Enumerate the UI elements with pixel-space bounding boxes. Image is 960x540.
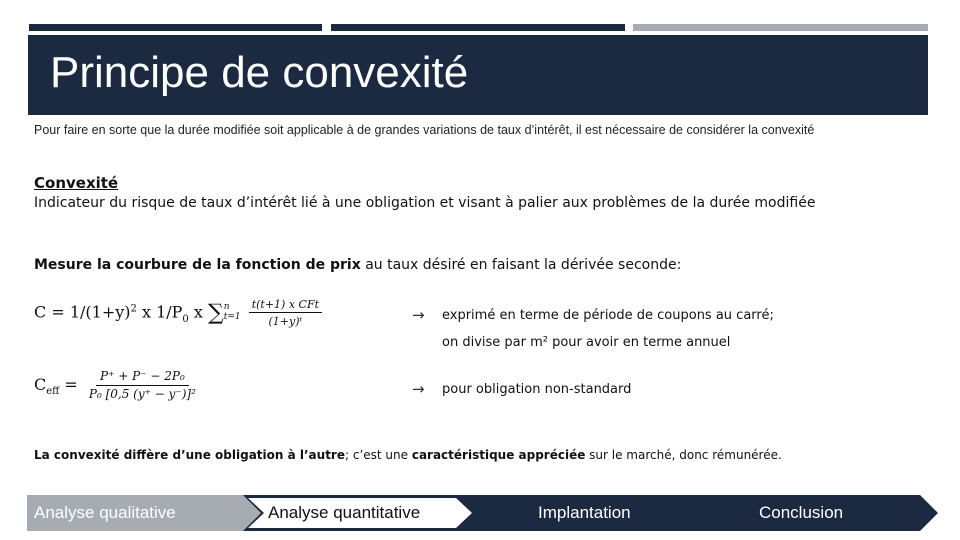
arrow-1: → (412, 306, 425, 324)
sum-symbol: ∑ (207, 300, 224, 326)
formula2-denominator: P₀ [0,5 (y⁺ − y⁻)]² (88, 386, 196, 401)
formula2-numerator: P⁺ + P⁻ − 2P₀ (96, 368, 189, 386)
intro-text: Pour faire en sorte que la durée modifiée soit applicable à de grandes variations de taux d’intérêt, il est nécessaire de considérer la convexité (34, 123, 815, 137)
arrow-2: → (412, 380, 425, 398)
formula1-times: x (188, 302, 203, 322)
nav-item-analyse-qualitative[interactable]: Analyse qualitative (34, 503, 176, 522)
closing-text-2: sur le marché, donc rémunérée. (585, 448, 782, 462)
formula1-denominator: (1+y)ᵗ (268, 315, 303, 329)
formula1-numerator: t(t+1) x CFt (249, 298, 322, 313)
top-progress-bar-2 (331, 24, 625, 31)
note-2: on divise par m² pour avoir en terme annuel (442, 335, 731, 350)
navigation-bar (0, 493, 960, 533)
measure-rest: au taux désiré en faisant la dérivée seconde: (360, 257, 682, 273)
definition-text: Indicateur du risque de taux d’intérêt lié à une obligation et visant à palier aux problèmes de la durée modifiée (34, 195, 816, 211)
formula2-lead: C (34, 374, 47, 394)
formula2-eq: = (59, 374, 78, 394)
effective-convexity-formula (34, 368, 196, 403)
measure-bold: Mesure la courbure de la fonction de prix (34, 257, 361, 273)
section-heading: Convexité (34, 174, 119, 192)
nav-item-implantation[interactable]: Implantation (538, 503, 631, 522)
closing-bold-1: La convexité diffère d’une obligation à l’autre (34, 448, 345, 462)
top-progress-bar-3 (633, 24, 928, 31)
closing-text (34, 448, 782, 462)
title-banner (28, 35, 928, 115)
formula1-sub0: 0 (182, 313, 189, 325)
formula2-fraction (89, 368, 196, 403)
formula1-mid: x 1/P (136, 302, 183, 322)
formula2-sub: eff (46, 385, 60, 397)
top-progress-bar-1 (29, 24, 322, 31)
closing-bold-2: caractéristique appréciée (411, 448, 586, 462)
measure-text (34, 257, 681, 273)
nav-item-analyse-quantitative[interactable]: Analyse quantitative (268, 503, 421, 522)
closing-text-1: ; c’est une (344, 448, 412, 462)
note-3: pour obligation non-standard (442, 382, 632, 397)
formula1-fraction (249, 298, 322, 328)
note-1: exprimé en terme de période de coupons au carré; (442, 308, 774, 323)
slide-title: Principe de convexité (50, 48, 469, 97)
convexity-formula (34, 298, 322, 328)
sum-lower: t=1 (223, 312, 241, 323)
sum-upper: n (223, 302, 230, 313)
nav-item-conclusion[interactable]: Conclusion (759, 503, 844, 522)
formula1-lead: C = 1/(1+y) (34, 302, 131, 322)
formula1-exp: 2 (130, 303, 137, 315)
